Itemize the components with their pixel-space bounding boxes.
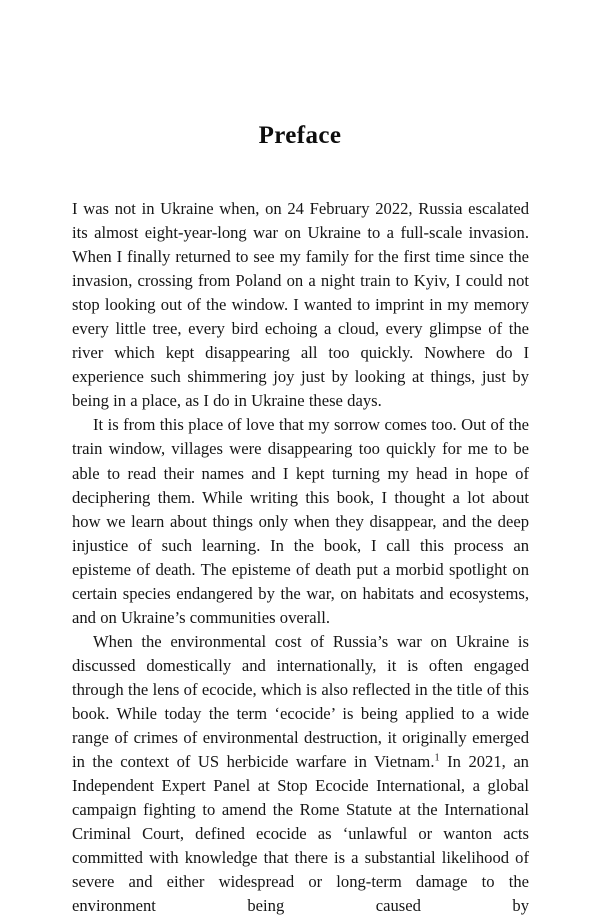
paragraph-2: It is from this place of love that my sorrow comes too. Out of the train window, villages were disappearing too quickly for me to be able to read their names and I kept turning my head in hope of deciphering them. While writing this book, I thought a lot about how we learn about things only when they disappear, and the deep injustice of such learning. In the book, I call this process an episteme of death. The episteme of death put a morbid spotlight on certain species endangered by the war, on habitats and ecosystems, and on Ukraine’s communities overall.: [72, 415, 529, 627]
body-text-block: [72, 197, 529, 918]
paragraph-3-text-after-footnote: In 2021, an Independent Expert Panel at Stop Ecocide International, a global campaign fighting to amend the Rome Statute at the International Criminal Court, defined ecocide as ‘unlawful or wanton acts committed with knowledge that there is a substantial likelihood of severe and either widespread or long-term damage to the environment being caused by: [72, 752, 529, 916]
paragraph-1: I was not in Ukraine when, on 24 February 2022, Russia escalated its almost eight-year-long war on Ukraine to a full-scale invasion. When I finally returned to see my family for the first time since the invasion, crossing from Poland on a night train to Kyiv, I could not stop looking out of the window. I wanted to imprint in my memory every little tree, every bird echoing a cloud, every glimpse of the river which kept disappearing all too quickly. Nowhere do I experience such shimmering joy just by looking at things, just by being in a place, as I do in Ukraine these days.: [72, 199, 529, 411]
page-title: Preface: [258, 121, 342, 149]
footnote-reference-marker[interactable]: 1: [434, 752, 440, 764]
paragraph-3-text-before-footnote: When the environmental cost of Russia’s war on Ukraine is discussed domestically and internationally, it is often engaged through the lens of ecocide, which is also reflected in the title of this book. While today the term ‘ecocide’ is being applied to a wide range of crimes of environmental destruction, it originally emerged in the context of US herbicide warfare in Vietnam.: [72, 631, 529, 772]
paragraph-3: [72, 630, 529, 918]
